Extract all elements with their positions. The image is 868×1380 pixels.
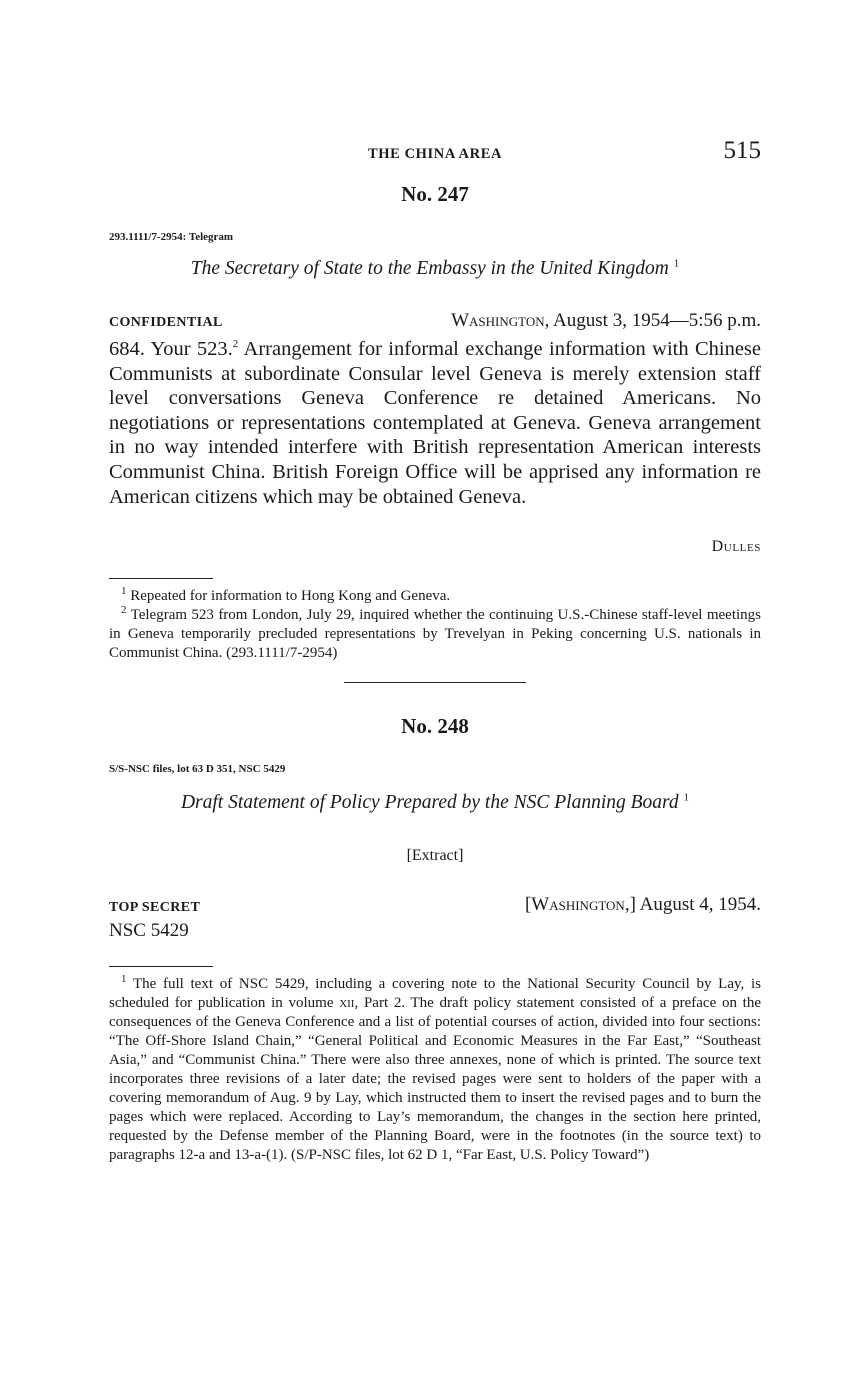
footnote-mark: 1	[121, 585, 127, 597]
classification-label-247: CONFIDENTIAL	[109, 315, 223, 330]
document-title-text: Draft Statement of Policy Prepared by the NSC Planning Board	[180, 792, 679, 813]
footnote-text: The full text of NSC 5429, including a covering note to the National Security Council by Lay, is scheduled for publication in volume	[109, 976, 761, 1011]
page-number: 515	[723, 137, 761, 164]
nsc-document-number: NSC 5429	[109, 920, 189, 941]
document-number-247: No. 247	[401, 182, 469, 206]
signature-dulles: Dulles	[711, 538, 761, 555]
footnote-rule	[109, 966, 213, 967]
section-divider	[344, 682, 526, 683]
footnote-247-1	[109, 587, 761, 606]
footnote-marker: 1	[683, 791, 690, 804]
footnote-text: Repeated for information to Hong Kong and Geneva.	[126, 588, 451, 604]
file-reference-247: 293.1111/7-2954: Telegram	[109, 231, 234, 243]
footnote-rule	[109, 578, 213, 579]
footnote-marker: 1	[673, 257, 680, 270]
document-title-248	[109, 792, 761, 814]
place-name: Washington	[451, 310, 545, 331]
date-time: , August 3, 1954—5:56 p.m.	[544, 310, 761, 331]
footnote-text: Telegram 523 from London, July 29, inquired whether the continuing U.S.-Chinese staff-level meetings in Geneva temporarily precluded representations by Trevelyan in Peking concerning U.S. nationals in Communist China. (293.1111/7-2954)	[109, 607, 761, 661]
place-date-line-248	[525, 894, 761, 916]
body-text-rest: Arrangement for informal exchange information with Chinese Communists at subordinate Consular level Geneva is merely extension staff level conversations Geneva Conference re detained Americans. No negotiations or representations contemplated at Geneva. Geneva arrangement in no way intended interfere with British representation American interests Communist China. British Foreign Office will be apprised any information re American citizens which may be obtained Geneva.	[109, 338, 761, 508]
place-name: Washington	[531, 894, 625, 915]
extract-label: [Extract]	[406, 847, 464, 864]
document-title-text: The Secretary of State to the Embassy in the United Kingdom	[190, 258, 669, 279]
footnote-mark: 2	[121, 604, 127, 616]
telegram-body-247	[109, 337, 761, 509]
body-text-start: 684. Your 523.	[109, 338, 233, 360]
footnote-mark: 1	[121, 973, 127, 985]
footnote-marker: 2	[232, 338, 239, 351]
document-page	[109, 0, 761, 1380]
place-date-line-247	[451, 310, 761, 332]
document-number-248: No. 248	[401, 714, 469, 738]
document-title-247	[109, 258, 761, 280]
bracket-open: [	[524, 894, 532, 915]
volume-number: xii	[339, 995, 355, 1011]
classification-label-248: TOP SECRET	[109, 900, 201, 915]
file-reference-248: S/S-NSC files, lot 63 D 351, NSC 5429	[109, 763, 286, 775]
footnote-248-1	[109, 975, 761, 1165]
footnote-text-continued: , Part 2. The draft policy statement consisted of a preface on the consequences of the Geneva Conference and a list of potential courses of action, divided into four sections: “The Off-Shore Island Chain,” “General Political and Economic Measures in the Far East,” “Southeast Asia,” and “Communist China.” There were also three annexes, none of which is printed. The source text incorporates three revisions of a later date; the revised pages were sent to holders of the paper with a covering memorandum of Aug. 9 by Lay, which instructed them to insert the revised pages and to burn the pages which were replaced. According to Lay’s memorandum, the changes in the section here printed, requested by the Defense member of the Planning Board, were in the footnotes (in the source text) to paragraphs 12-a and 13-a-(1). (S/P-NSC files, lot 62 D 1, “Far East, U.S. Policy Toward”)	[109, 995, 761, 1163]
bracket-close: ,]	[624, 894, 636, 915]
footnote-247-2	[109, 606, 761, 663]
running-head: THE CHINA AREA	[367, 146, 503, 162]
date: August 4, 1954.	[635, 894, 761, 915]
